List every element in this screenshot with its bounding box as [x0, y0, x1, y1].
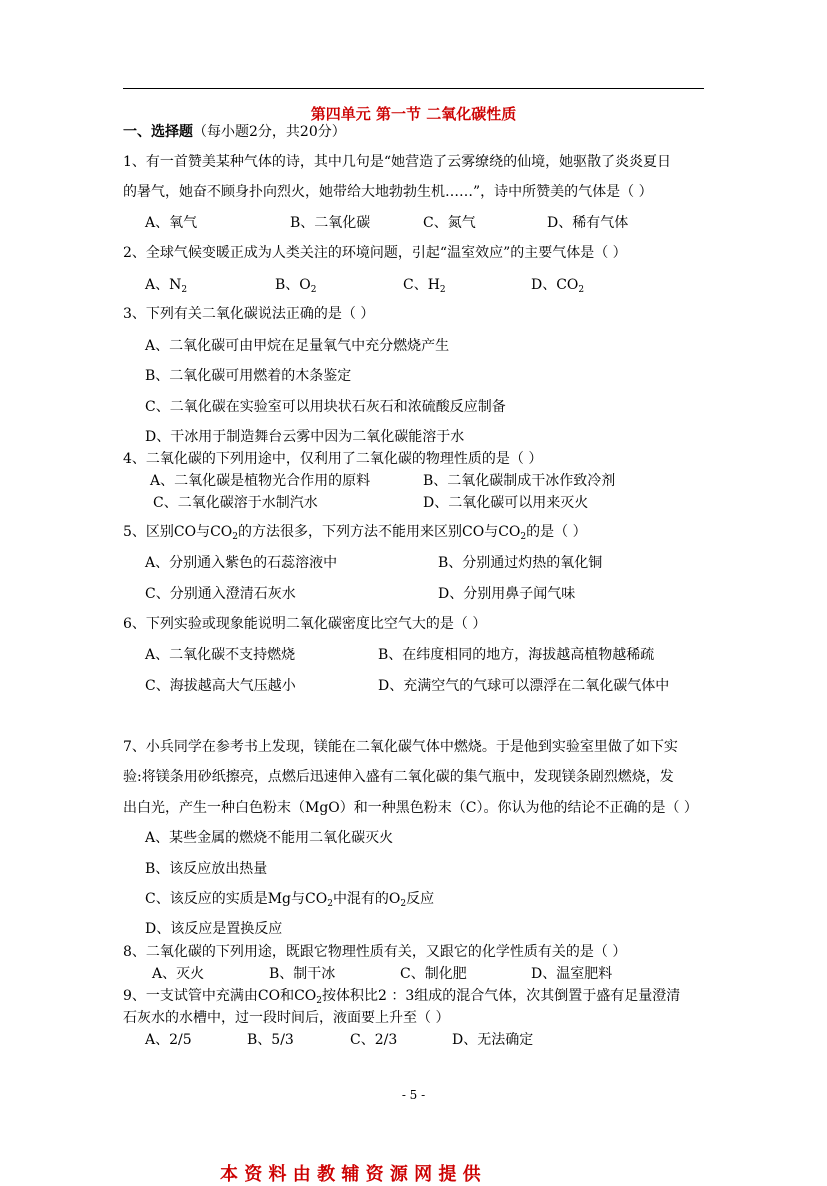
page-title: 第四单元 第一节 二氧化碳性质: [310, 105, 517, 123]
q5-option-c: C、分别通入澄清石灰水: [145, 586, 296, 602]
page-number: - 5 -: [401, 1088, 426, 1102]
q1-option-c: C、氮气: [423, 215, 476, 231]
q1-option-a: A、氧气: [145, 215, 198, 231]
q1-option-d: D、稀有气体: [547, 215, 629, 231]
q7-option-b: B、该反应放出热量: [145, 861, 268, 877]
q5-option-d: D、分别用鼻子闻气味: [438, 586, 576, 602]
q9-line1: 9、一支试管中充满由CO和$CO_2$按体积比2 ：3组成的混合气体，次其倒置于盛有足量澄清: [123, 988, 681, 1006]
q6-option-b: B、在纬度相同的地方，海拔越高植物越稀疏: [378, 647, 655, 663]
q6-option-d: D、充满空气的气球可以漂浮在二氧化碳气体中: [378, 678, 670, 694]
q2-option-d: D、$CO_2$: [531, 277, 585, 295]
q8-option-a: A、灭火: [152, 966, 205, 982]
q8-option-c: C、制化肥: [400, 966, 467, 982]
q3-option-c: C、二氧化碳在实验室可以用块状石灰石和浓硫酸反应制备: [145, 399, 506, 415]
q2-line1: 2、全球气候变暖正成为人类关注的环境问题，引起“温室效应”的主要气体是（ ）: [123, 245, 627, 261]
q5-line1: 5、区别CO与$CO_2$的方法很多，下列方法不能用来区别CO与$CO_2$的是（ ）: [123, 524, 587, 542]
q9-option-b: B、5/3: [247, 1032, 294, 1048]
q3-option-a: A、二氧化碳可由甲烷在足量氧气中充分燃烧产生: [145, 338, 450, 354]
q6-option-c: C、海拔越高大气压越小: [145, 678, 296, 694]
q9-option-a: A、2/5: [145, 1032, 192, 1048]
top-rule: [123, 88, 704, 89]
q6-option-a: A、二氧化碳不支持燃烧: [145, 647, 296, 663]
q7-line2: 验:将镁条用砂纸擦亮，点燃后迅速伸入盛有二氧化碳的集气瓶中，发现镁条剧烈燃烧，发: [123, 769, 674, 785]
q4-line1: 4、二氧化碳的下列用途中，仅利用了二氧化碳的物理性质的是（ ）: [123, 451, 543, 467]
q3-line1: 3、下列有关二氧化碳说法正确的是（ ）: [123, 306, 375, 322]
q2-option-c: C、$H_2$: [403, 277, 446, 295]
q9-option-c: C、2/3: [350, 1032, 398, 1048]
q7-option-a: A、某些金属的燃烧不能用二氧化碳灭火: [145, 830, 394, 846]
q8-option-d: D、温室肥料: [531, 966, 613, 982]
q4-option-a: A、二氧化碳是植物光合作用的原料: [150, 473, 371, 489]
q2-option-a: A、$N_2$: [145, 277, 188, 295]
q3-option-b: B、二氧化碳可用燃着的木条鉴定: [145, 368, 352, 384]
section-heading: 一、选择题（每小题2分，共20分）: [123, 124, 346, 140]
q4-option-d: D、二氧化碳可以用来灭火: [423, 495, 589, 511]
q7-option-d: D、该反应是置换反应: [145, 921, 283, 937]
q5-option-a: A、分别通入紫色的石蕊溶液中: [145, 555, 338, 571]
q8-line1: 8、二氧化碳的下列用途，既跟它物理性质有关，又跟它的化学性质有关的是（ ）: [123, 944, 627, 960]
footer-watermark: 本 资 料 由 教 辅 资 源 网 提 供: [220, 1164, 481, 1185]
q4-option-c: C、二氧化碳溶于水制汽水: [153, 495, 318, 511]
q5-option-b: B、分别通过灼热的氧化铜: [438, 555, 603, 571]
q1-line2: 的暑气，她奋不顾身扑向烈火，她带给大地勃勃生机……”，诗中所赞美的气体是（ ）: [123, 184, 653, 200]
q7-line3: 出白光，产生一种白色粉末（MgO）和一种黑色粉末（C）。你认为他的结论不正确的是（ ）: [123, 800, 698, 816]
q8-option-b: B、制干冰: [269, 966, 336, 982]
q2-option-b: B、$O_2$: [275, 277, 317, 295]
q7-line1: 7、小兵同学在参考书上发现，镁能在二氧化碳气体中燃烧。于是他到实验室里做了如下实: [123, 739, 678, 755]
q4-option-b: B、二氧化碳制成干冰作致冷剂: [423, 473, 616, 489]
q7-option-c: C、该反应的实质是Mg与$CO_2$中混有的$O_2$反应: [145, 891, 435, 909]
q1-option-b: B、二氧化碳: [290, 215, 371, 231]
q9-line2: 石灰水的水槽中，过一段时间后，液面要上升至（ ）: [123, 1010, 450, 1026]
q3-option-d: D、干冰用于制造舞台云雾中因为二氧化碳能溶于水: [145, 429, 465, 445]
q6-line1: 6、下列实验或现象能说明二氧化碳密度比空气大的是（ ）: [123, 616, 487, 632]
q1-line1: 1、有一首赞美某种气体的诗，其中几句是“她营造了云雾缭绕的仙境，她驱散了炎炎夏日: [123, 154, 672, 170]
q9-option-d: D、无法确定: [452, 1032, 534, 1048]
